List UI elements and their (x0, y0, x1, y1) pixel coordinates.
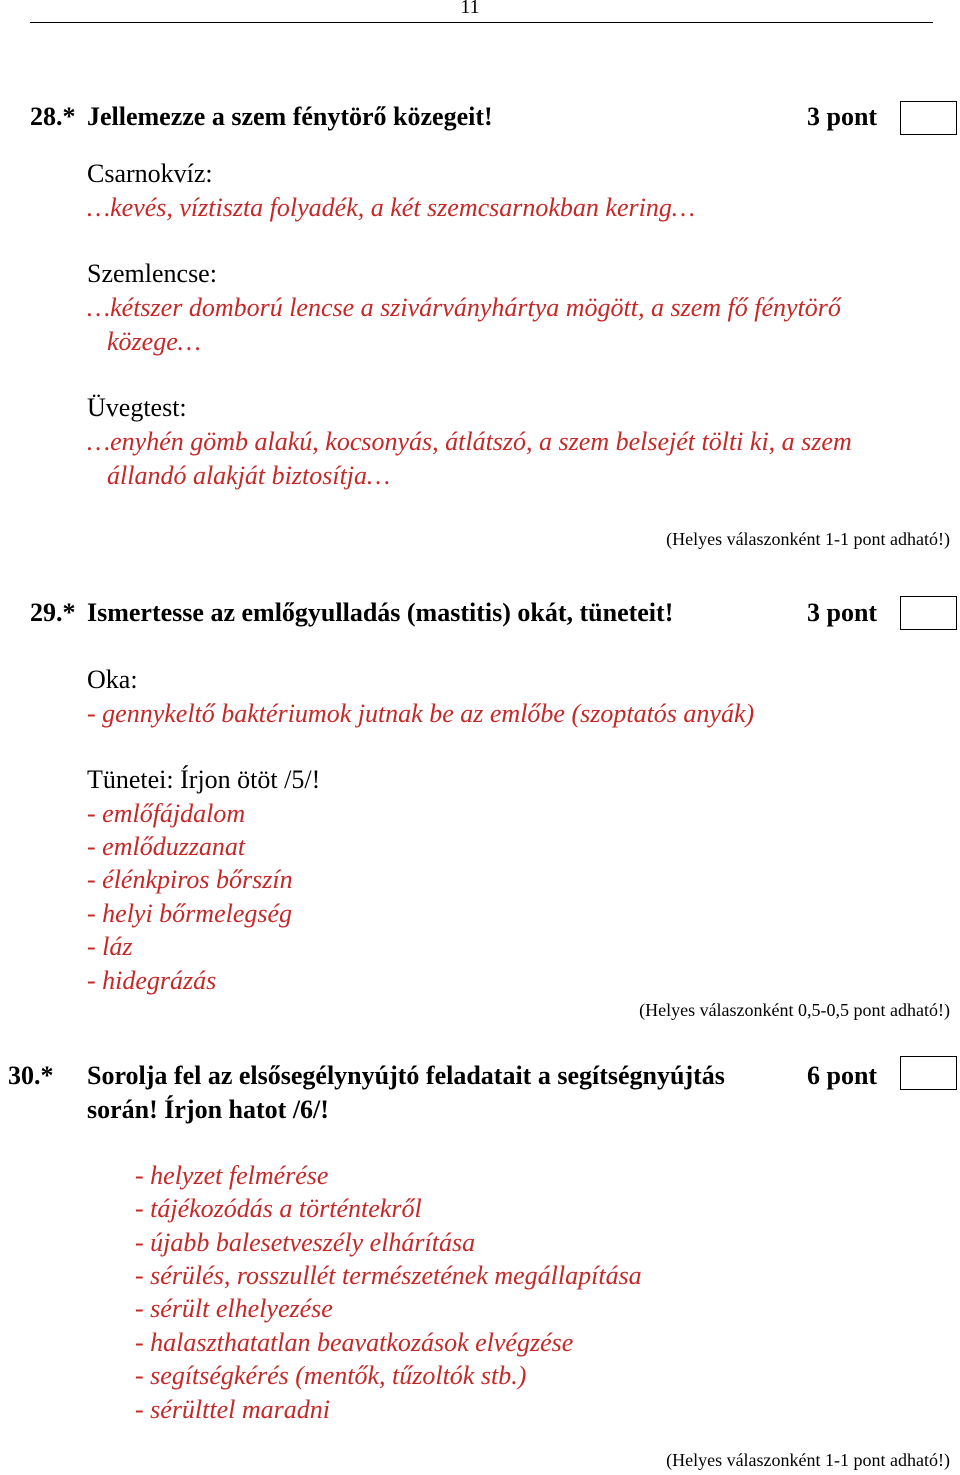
answer-text: - újabb balesetveszély elhárítása (135, 1228, 476, 1257)
answer-text: …kétszer domború lencse a szivárványhártya mögött, a szem fő fénytörő (87, 293, 841, 322)
answer-text: - helyzet felmérése (135, 1161, 329, 1190)
answer-text: - láz (87, 932, 133, 961)
answer-text: …enyhén gömb alakú, kocsonyás, átlátszó, a szem belsejét tölti ki, a szem (87, 427, 852, 456)
points-label: 3 pont (807, 102, 878, 131)
question-text: során! Írjon hatot /6/! (87, 1095, 329, 1124)
question-number: 28.* (30, 102, 76, 131)
points-label: 6 pont (807, 1061, 878, 1090)
answer-text: - hidegrázás (87, 966, 217, 995)
scoring-note: (Helyes válaszonként 0,5-0,5 pont adható!) (639, 1000, 950, 1020)
cause-label: Oka: (87, 665, 138, 694)
scoring-note: (Helyes válaszonként 1-1 pont adható!) (666, 1450, 950, 1470)
item-label: Szemlencse: (87, 259, 217, 288)
score-box[interactable] (900, 1056, 957, 1090)
item-label: Üvegtest: (87, 393, 187, 422)
answer-text: állandó alakját biztosítja… (107, 461, 391, 490)
question-text: Sorolja fel az elsősegélynyújtó feladatait a segítségnyújtás (87, 1061, 725, 1090)
scoring-note: (Helyes válaszonként 1-1 pont adható!) (666, 529, 950, 549)
answer-text: …kevés, víztiszta folyadék, a két szemcsarnokban kering… (87, 193, 695, 222)
answer-text: közege… (107, 327, 201, 356)
score-box[interactable] (900, 596, 957, 630)
answer-text: - sérült elhelyezése (135, 1294, 333, 1323)
symptoms-label: Tünetei: Írjon ötöt /5/! (87, 765, 321, 794)
question-number: 29.* (30, 598, 76, 627)
answer-text: - segítségkérés (mentők, tűzoltók stb.) (135, 1361, 527, 1390)
answer-text: - élénkpiros bőrszín (87, 865, 293, 894)
answer-text: - emlőfájdalom (87, 799, 246, 828)
answer-text: - halaszthatatlan beavatkozások elvégzése (135, 1328, 574, 1357)
header-rule (30, 22, 933, 23)
answer-text: - helyi bőrmelegség (87, 899, 293, 928)
question-text: Ismertesse az emlőgyulladás (mastitis) okát, tüneteit! (87, 598, 674, 627)
question-text: Jellemezze a szem fénytörő közegeit! (87, 102, 493, 131)
answer-text: - sérülés, rosszullét természetének megállapítása (135, 1261, 642, 1290)
points-label: 3 pont (807, 598, 878, 627)
answer-text: - tájékozódás a történtekről (135, 1194, 422, 1223)
answer-text: - emlőduzzanat (87, 832, 246, 861)
item-label: Csarnokvíz: (87, 159, 213, 188)
answer-text: - gennykeltő baktériumok jutnak be az emlőbe (szoptatós anyák) (87, 699, 755, 728)
page-number: 11 (460, 0, 480, 18)
answer-text: - sérülttel maradni (135, 1395, 330, 1424)
score-box[interactable] (900, 101, 957, 135)
question-number: 30.* (8, 1061, 54, 1090)
